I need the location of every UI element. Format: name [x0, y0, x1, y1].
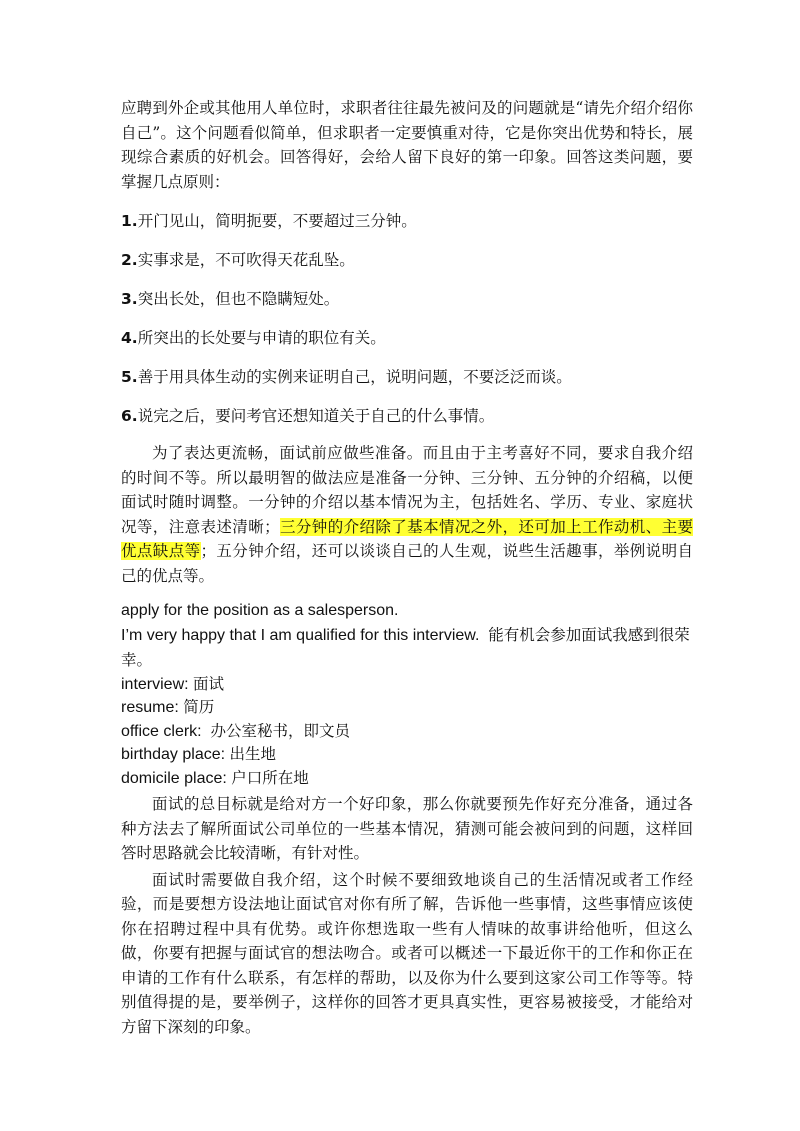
vocab-item — [121, 743, 693, 767]
principle-item — [121, 366, 693, 388]
principle-text: 说完之后，要问考官还想知道关于自己的什么事情。 — [137, 407, 495, 425]
phrase-english: I’m very happy that I am qualified for this interview. — [121, 626, 480, 644]
principle-text: 开门见山，简明扼要，不要超过三分钟。 — [137, 212, 417, 230]
principle-text: 善于用具体生动的实例来证明自己，说明问题，不要泛泛而谈。 — [137, 368, 572, 386]
principle-number: 4. — [121, 329, 138, 347]
phrase-chinese: 能有机会参加面试我感到很荣幸。 — [121, 625, 690, 669]
principle-item — [121, 249, 693, 271]
principle-item — [121, 405, 693, 427]
vocab-term: birthday place: — [121, 746, 226, 763]
vocab-item — [121, 720, 693, 744]
document-page — [121, 96, 693, 1039]
phrase-line: apply for the position as a salesperson. — [121, 602, 399, 619]
principle-number: 5. — [121, 368, 138, 386]
principle-item — [121, 210, 693, 232]
phrase-line — [121, 623, 693, 673]
vocab-item — [121, 767, 693, 791]
phrases-section — [121, 600, 693, 790]
principle-number: 6. — [121, 407, 138, 425]
principle-number: 2. — [121, 251, 138, 269]
vocab-item — [121, 673, 693, 697]
vocab-meaning: 出生地 — [229, 745, 277, 763]
vocab-meaning: 户口所在地 — [231, 768, 309, 787]
vocab-item — [121, 696, 693, 720]
principle-text: 实事求是，不可吹得天花乱坠。 — [137, 251, 355, 269]
vocab-term: domicile place: — [121, 769, 227, 787]
highlighted-text: 三分钟的介绍除了基本情况之外，还可加上工作动机、主要优点缺点等 — [121, 517, 693, 560]
preparation-text-after: ；五分钟介绍，还可以谈谈自己的人生观，说些生活趣事，举例说明自己的优点等。 — [121, 542, 693, 585]
principle-text: 突出长处，但也不隐瞒短处。 — [137, 290, 340, 308]
principles-list — [121, 210, 693, 427]
vocab-term: resume: — [121, 699, 179, 716]
vocab-meaning: 办公室秘书，即文员 — [210, 721, 351, 740]
principle-number: 1. — [121, 212, 138, 230]
principle-item — [121, 288, 693, 310]
vocab-term: office clerk: — [121, 722, 202, 740]
self-intro-paragraph: 面试时需要做自我介绍，这个时候不要细致地谈自己的生活情况或者工作经验，而是要想方设法地让面试官对你有所了解，告诉他一些事情，这些事情应该使你在招聘过程中具有优势。或许你想选取一些有人情味的故事讲给他听，但这么做，你要有把握与面试官的想法吻合。或者可以概述一下最近你干的工作和你正在申请的工作有什么联系，有怎样的帮助，以及你为什么要到这家公司工作等等。特别值得提的是，要举例子，这样你的回答才更具真实性，更容易被接受，才能给对方留下深刻的印象。 — [121, 870, 693, 1036]
goal-paragraph: 面试的总目标就是给对方一个好印象，那么你就要预先作好充分准备，通过各种方法去了解所面试公司单位的一些基本情况，猜测可能会被问到的问题，这样回答时思路就会比较清晰，有针对性。 — [121, 795, 693, 862]
vocab-term: interview: — [121, 675, 189, 693]
preparation-paragraph — [121, 441, 693, 588]
principle-item — [121, 327, 693, 349]
principle-text: 所突出的长处要与申请的职位有关。 — [137, 329, 386, 347]
preparation-text-before: 为了表达更流畅，面试前应做些准备。而且由于主考喜好不同，要求自我介绍的时间不等。所以最明智的做法应是准备一分钟、三分钟、五分钟的介绍稿，以便面试时随时调整。一分钟的介绍以基本情况为主，包括姓名、学历、专业、家庭状况等，注意表述清晰； — [121, 444, 693, 536]
vocab-meaning: 简历 — [183, 698, 215, 716]
vocab-meaning: 面试 — [193, 674, 225, 693]
intro-paragraph: 应聘到外企或其他用人单位时，求职者往往最先被问及的问题就是“请先介绍介绍你自己”。这个问题看似简单，但求职者一定要慎重对待，它是你突出优势和特长，展现综合素质的好机会。回答得好，会给人留下良好的第一印象。回答这类问题，要掌握几点原则： — [121, 99, 693, 191]
principle-number: 3. — [121, 290, 138, 308]
